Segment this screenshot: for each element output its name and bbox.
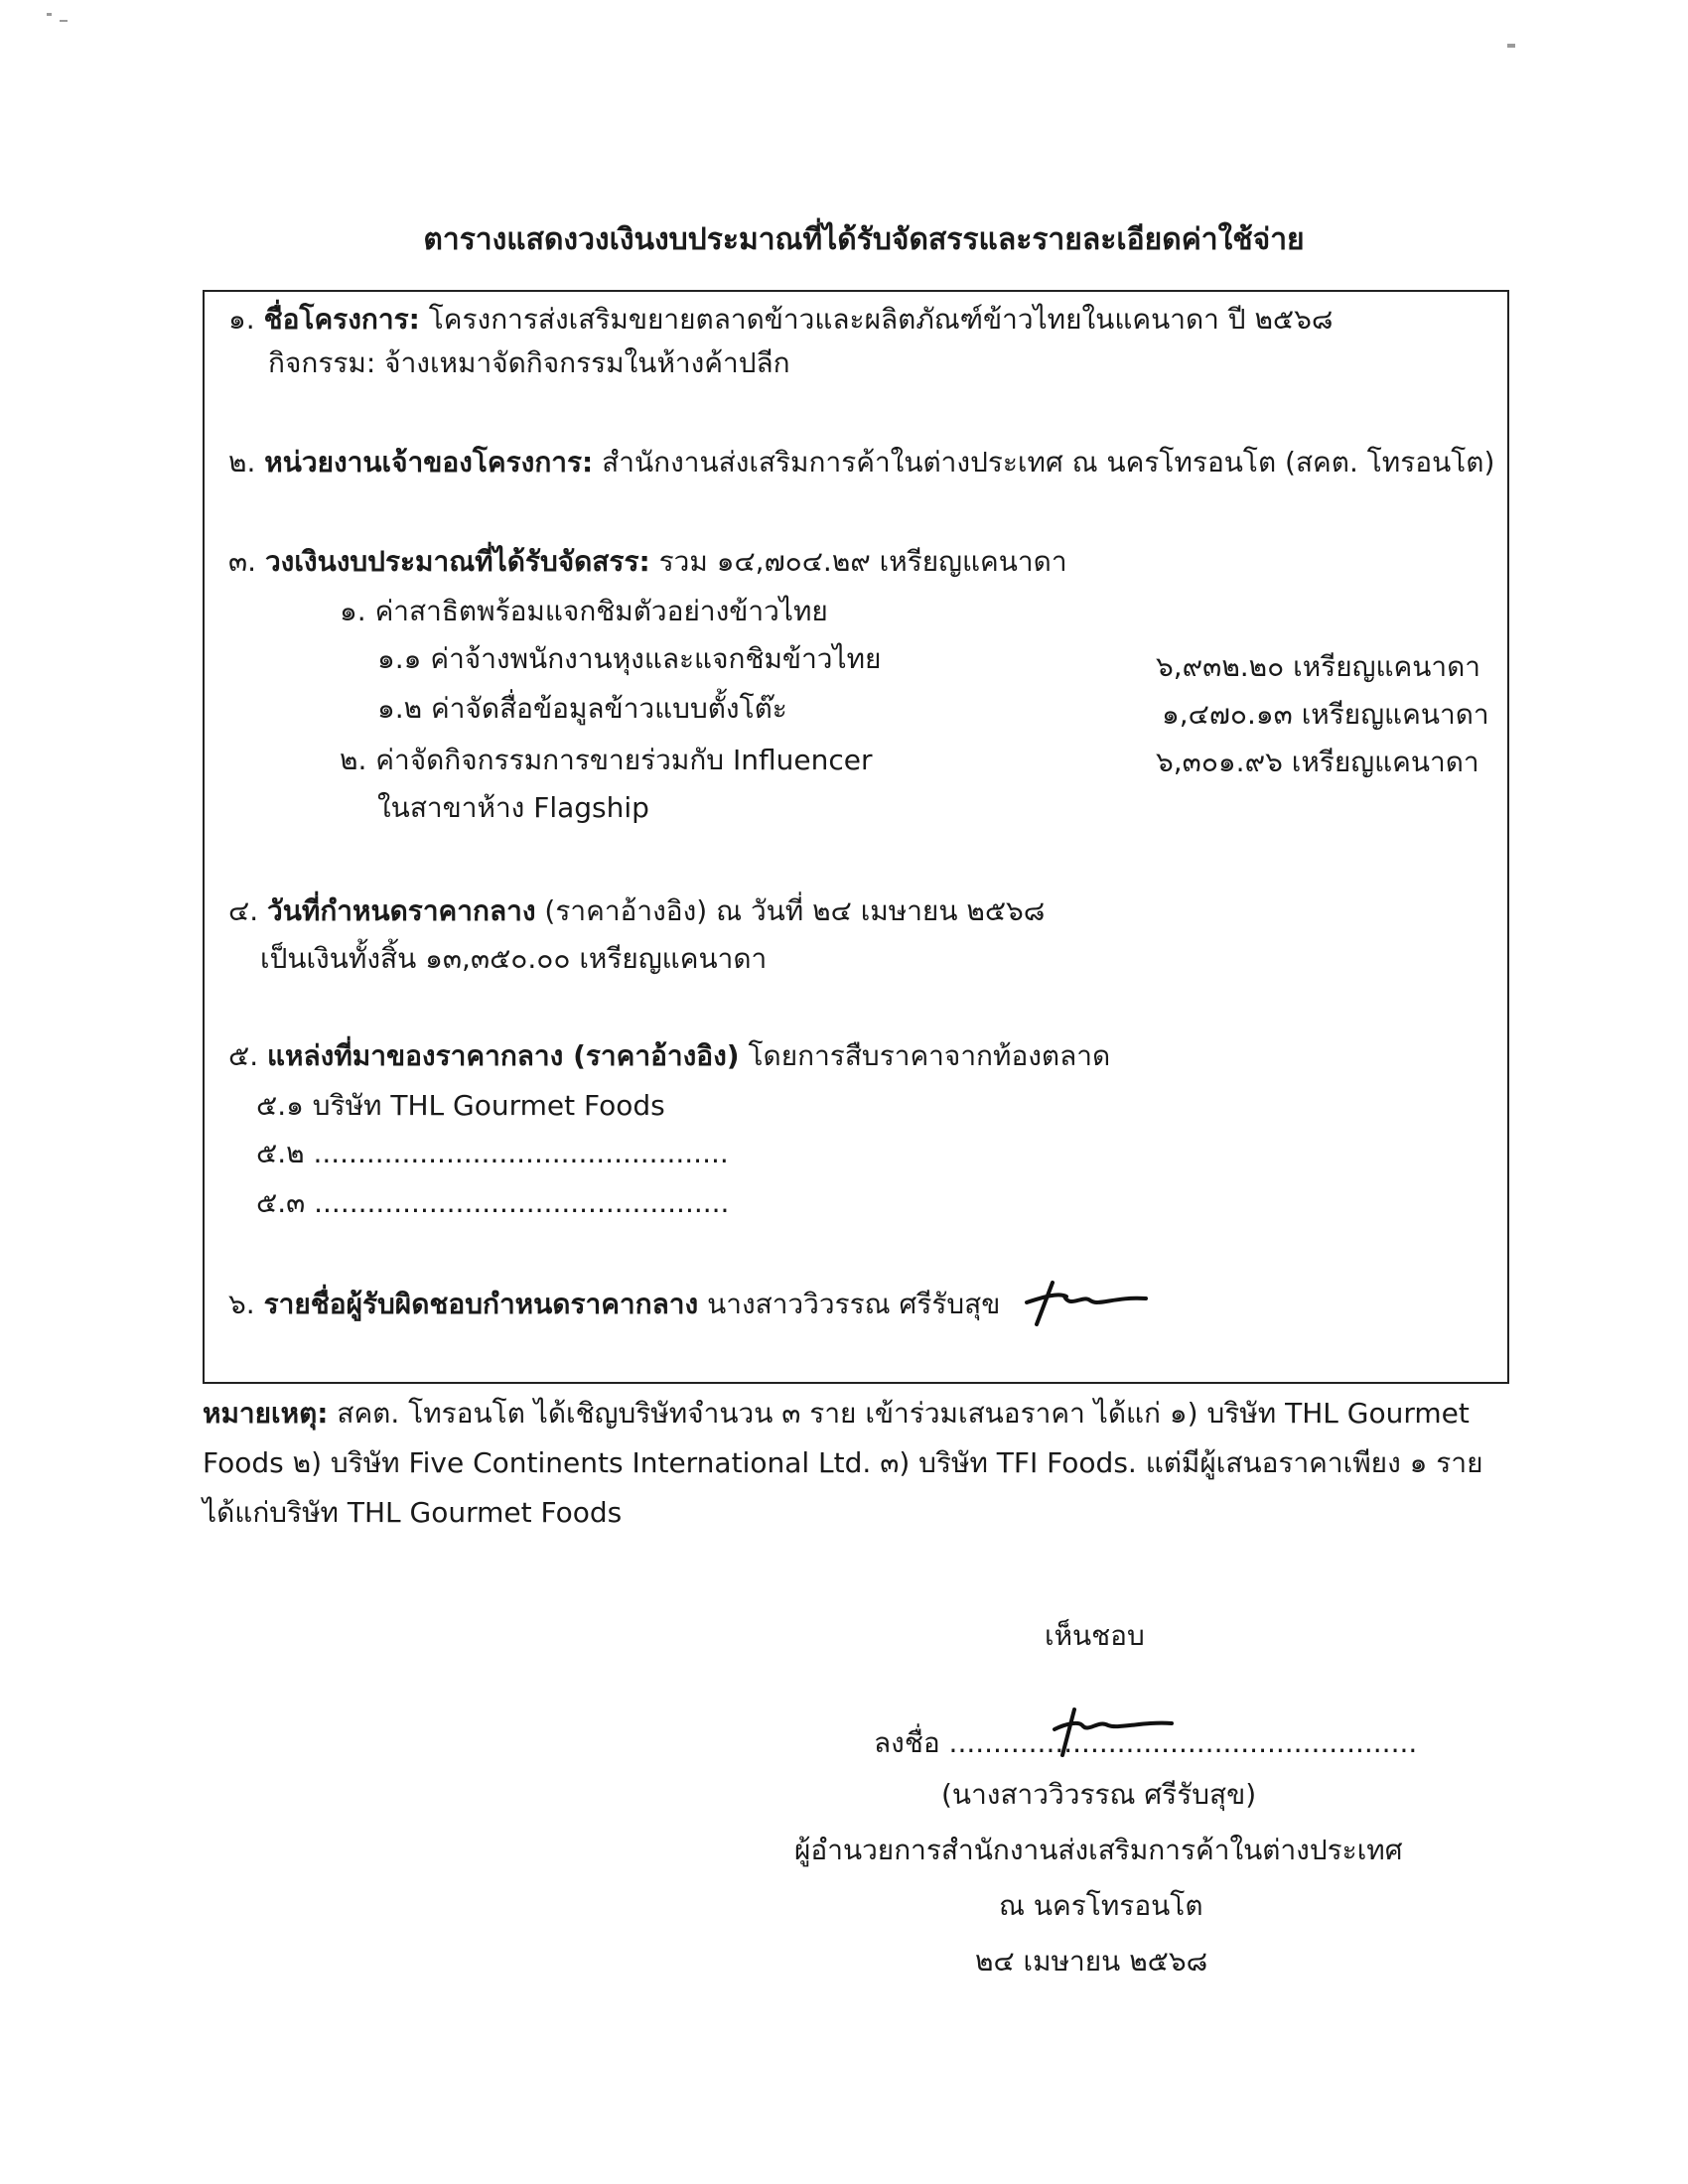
budget-item-1-1: ๑.๑ ค่าจ้างพนักงานหุงและแจกชิมข้าวไทย bbox=[377, 642, 882, 675]
project-name: โครงการส่งเสริมขยายตลาดข้าวและผลิตภัณฑ์ข้าวไทยในแคนาดา ปี ๒๕๖๘ bbox=[428, 303, 1334, 336]
page-title: ตารางแสดงวงเงินงบประมาณที่ได้รับจัดสรรและรายละเอียดค่าใช้จ่าย bbox=[423, 222, 1305, 257]
budget-item-1: ๑. ค่าสาธิตพร้อมแจกชิมตัวอย่างข้าวไทย bbox=[340, 595, 828, 627]
source-item-1: ๕.๑ บริษัท THL Gourmet Foods bbox=[256, 1089, 665, 1122]
section-1-heading bbox=[228, 300, 1334, 340]
reference-total: เป็นเงินทั้งสิ้น ๑๓,๓๕๐.๐๐ เหรียญแคนาดา bbox=[260, 942, 768, 975]
budget-total: รวม ๑๔,๗๐๔.๒๙ เหรียญแคนาดา bbox=[658, 545, 1067, 578]
signer-location: ณ นครโทรอนโต bbox=[999, 1889, 1203, 1922]
section-number: ๕. bbox=[228, 1039, 259, 1072]
note-line-3: ได้แก่บริษัท THL Gourmet Foods bbox=[203, 1496, 623, 1529]
section-label: วันที่กำหนดราคากลาง bbox=[267, 894, 536, 927]
section-number: ๒. bbox=[228, 446, 256, 478]
reference-date: (ราคาอ้างอิง) ณ วันที่ ๒๔ เมษายน ๒๕๖๘ bbox=[544, 894, 1046, 927]
budget-item-2-continued: ในสาขาห้าง Flagship bbox=[377, 791, 649, 824]
responsible-person: นางสาววิวรรณ ศรีรับสุข bbox=[707, 1288, 1001, 1320]
section-label: รายชื่อผู้รับผิดชอบกำหนดราคากลาง bbox=[263, 1288, 699, 1320]
section-4-heading bbox=[228, 891, 1045, 931]
section-number: ๔. bbox=[228, 894, 259, 927]
budget-details-box bbox=[203, 290, 1509, 1384]
section-label: ชื่อโครงการ: bbox=[263, 303, 420, 336]
signature-line: ลงชื่อ ..................................................... bbox=[874, 1726, 1418, 1759]
section-2-heading bbox=[228, 443, 1494, 482]
section-number: ๑. bbox=[228, 303, 255, 336]
approval-agree: เห็นชอบ bbox=[1045, 1619, 1145, 1652]
activity-line: กิจกรรม: จ้างเหมาจัดกิจกรรมในห้างค้าปลีก bbox=[268, 346, 790, 379]
note-line-2: Foods ๒) บริษัท Five Continents International Ltd. ๓) บริษัท TFI Foods. แต่มีผู้เสนอราคาเพียง ๑ ราย bbox=[203, 1446, 1483, 1479]
scan-speck bbox=[47, 13, 52, 16]
signing-date: ๒๔ เมษายน ๒๕๖๘ bbox=[975, 1945, 1208, 1978]
budget-item-1-2-amount: ๑,๔๗๐.๑๓ เหรียญแคนาดา bbox=[1162, 698, 1489, 731]
note-line-1 bbox=[203, 1394, 1470, 1433]
section-label: แหล่งที่มาของราคากลาง (ราคาอ้างอิง) bbox=[267, 1039, 740, 1072]
scan-speck bbox=[1507, 44, 1515, 48]
budget-item-1-2: ๑.๒ ค่าจัดสื่อข้อมูลข้าวแบบตั้งโต๊ะ bbox=[377, 692, 787, 725]
note-text-1: สคต. โทรอนโต ได้เชิญบริษัทจำนวน ๓ ราย เข้าร่วมเสนอราคา ได้แก่ ๑) บริษัท THL Gourmet bbox=[337, 1397, 1470, 1430]
approval-signature bbox=[1053, 1704, 1182, 1763]
source-item-3: ๕.๓ ............................................... bbox=[256, 1186, 730, 1219]
budget-item-2-amount: ๖,๓๐๑.๙๖ เหรียญแคนาดา bbox=[1156, 746, 1479, 778]
section-number: ๓. bbox=[228, 545, 257, 578]
signer-position: ผู้อำนวยการสำนักงานส่งเสริมการค้าในต่างประเทศ bbox=[794, 1834, 1403, 1866]
section-6-heading bbox=[228, 1285, 1000, 1324]
budget-item-2: ๒. ค่าจัดกิจกรรมการขายร่วมกับ Influencer bbox=[340, 744, 873, 776]
signature-mark bbox=[1025, 1275, 1164, 1334]
signer-name: (นางสาววิวรรณ ศรีรับสุข) bbox=[941, 1778, 1257, 1811]
source-item-2: ๕.๒ ............................................... bbox=[256, 1137, 729, 1169]
section-label: วงเงินงบประมาณที่ได้รับจัดสรร: bbox=[264, 545, 650, 578]
project-owner: สำนักงานส่งเสริมการค้าในต่างประเทศ ณ นครโทรอนโต (สคต. โทรอนโต) bbox=[602, 446, 1495, 478]
note-label: หมายเหตุ: bbox=[203, 1397, 329, 1430]
budget-item-1-1-amount: ๖,๙๓๒.๒๐ เหรียญแคนาดา bbox=[1156, 650, 1481, 683]
scan-speck bbox=[60, 20, 68, 22]
price-source: โดยการสืบราคาจากท้องตลาด bbox=[748, 1039, 1111, 1072]
section-5-heading bbox=[228, 1036, 1110, 1076]
section-3-heading bbox=[228, 542, 1067, 582]
section-number: ๖. bbox=[228, 1288, 255, 1320]
section-label: หน่วยงานเจ้าของโครงการ: bbox=[264, 446, 594, 478]
